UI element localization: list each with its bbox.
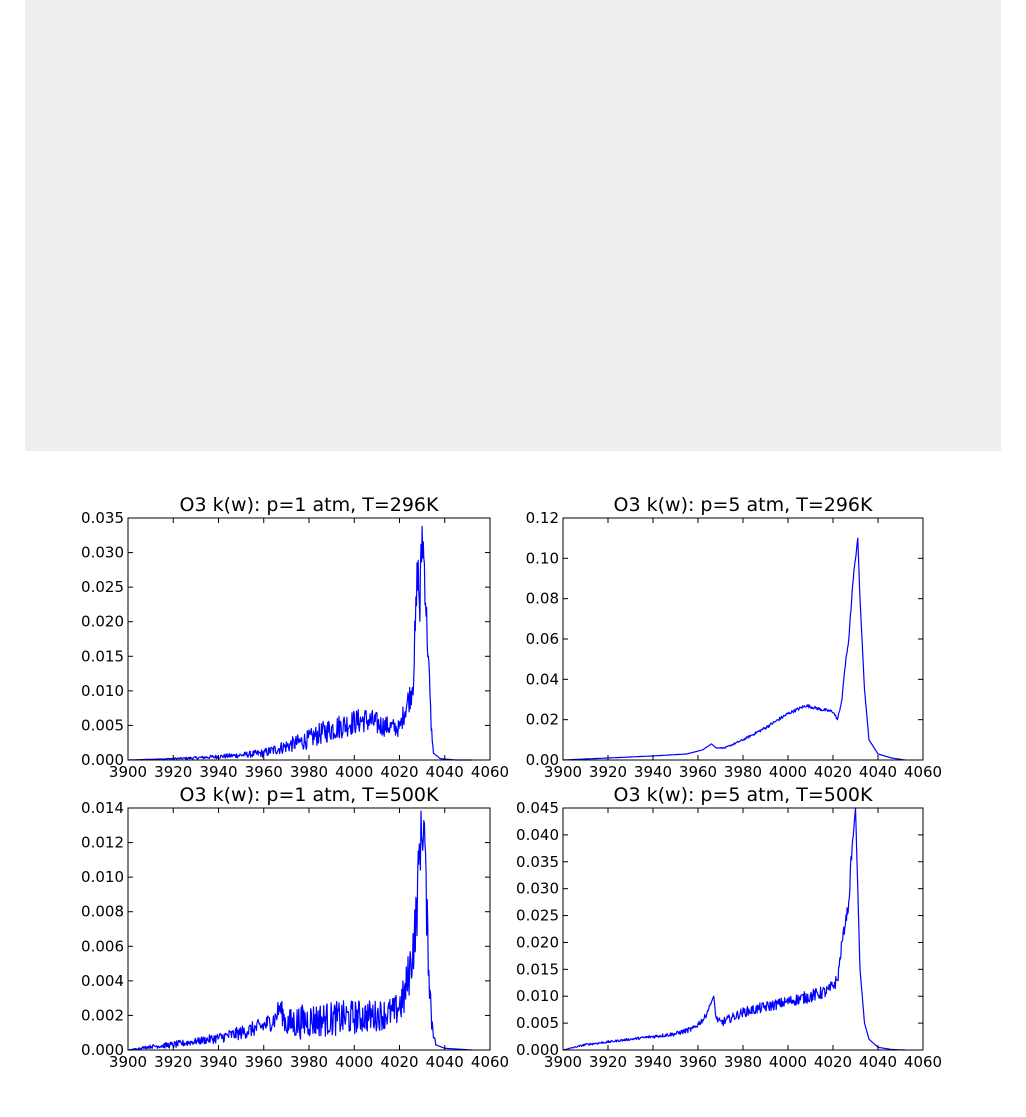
y-tick-label: 0.010 [81, 868, 124, 887]
y-tick-label: 0.012 [81, 833, 124, 852]
y-tick-label: 0.020 [516, 933, 559, 952]
plot-frame [128, 808, 490, 1050]
y-tick-label: 0.020 [81, 612, 124, 631]
chart-title: O3 k(w): p=5 atm, T=500K [613, 784, 873, 806]
x-tick-label: 4040 [858, 763, 898, 781]
x-tick-label: 3920 [154, 1053, 193, 1071]
y-tick-label: 0.010 [81, 681, 124, 700]
subplot [526, 494, 943, 781]
subplot [81, 494, 509, 781]
y-tick-label: 0.004 [81, 971, 124, 990]
x-tick-label: 3960 [244, 1053, 283, 1071]
x-tick-label: 3920 [154, 763, 193, 781]
y-tick-label: 0.040 [516, 825, 559, 844]
subplot [81, 784, 509, 1071]
chart-title: O3 k(w): p=5 atm, T=296K [613, 494, 873, 516]
x-tick-label: 3940 [199, 763, 238, 781]
x-tick-label: 3980 [723, 763, 763, 781]
y-tick-label: 0.10 [525, 549, 559, 568]
y-tick-label: 0.025 [81, 578, 124, 597]
x-tick-label: 3960 [678, 1053, 718, 1071]
x-tick-label: 4060 [903, 1053, 943, 1071]
y-tick-label: 0.030 [81, 543, 124, 562]
x-tick-label: 4040 [425, 763, 464, 781]
plot-frame [128, 518, 490, 760]
x-tick-label: 3980 [289, 1053, 329, 1071]
x-tick-label: 4000 [768, 763, 808, 781]
y-tick-label: 0.12 [525, 509, 559, 527]
y-tick-label: 0.005 [516, 1014, 559, 1033]
x-tick-label: 4060 [470, 763, 510, 781]
y-tick-label: 0.015 [516, 960, 559, 979]
chart-title: O3 k(w): p=1 atm, T=296K [179, 494, 439, 516]
series-line [563, 538, 905, 760]
x-tick-label: 3940 [633, 763, 673, 781]
y-tick-label: 0.008 [81, 902, 124, 921]
x-tick-label: 3900 [543, 763, 583, 781]
y-tick-label: 0.035 [516, 852, 559, 871]
x-tick-label: 3920 [588, 1053, 628, 1071]
y-tick-label: 0.04 [525, 670, 559, 689]
series-line [128, 811, 472, 1050]
x-tick-label: 4000 [335, 1053, 374, 1071]
x-tick-label: 3960 [244, 763, 283, 781]
series-line [563, 808, 905, 1050]
y-tick-label: 0.02 [525, 710, 559, 729]
x-tick-label: 3900 [108, 1053, 148, 1071]
y-tick-label: 0.005 [81, 716, 124, 735]
x-tick-label: 4000 [335, 763, 374, 781]
x-tick-label: 3980 [723, 1053, 763, 1071]
x-tick-label: 4000 [768, 1053, 808, 1071]
x-tick-label: 4020 [380, 763, 419, 781]
y-tick-label: 0.045 [516, 799, 559, 817]
x-tick-label: 3960 [678, 763, 718, 781]
x-tick-label: 3980 [289, 763, 329, 781]
y-tick-label: 0.010 [516, 987, 559, 1006]
y-tick-label: 0.08 [525, 589, 559, 608]
plot-frame [563, 518, 923, 760]
y-tick-label: 0.015 [81, 647, 124, 666]
y-tick-label: 0.000 [81, 1041, 124, 1059]
x-tick-label: 4020 [380, 1053, 419, 1071]
y-tick-label: 0.06 [525, 630, 559, 648]
x-tick-label: 4060 [470, 1053, 510, 1071]
x-tick-label: 4020 [813, 763, 853, 781]
x-tick-label: 4040 [425, 1053, 464, 1071]
y-tick-label: 0.035 [81, 509, 124, 527]
subplot [516, 784, 942, 1071]
series-line [128, 526, 472, 760]
y-tick-label: 0.002 [81, 1006, 124, 1025]
x-tick-label: 3940 [199, 1053, 238, 1071]
x-tick-label: 3900 [543, 1053, 583, 1071]
y-tick-label: 0.000 [81, 751, 124, 769]
x-tick-label: 3920 [588, 763, 628, 781]
chart-title: O3 k(w): p=1 atm, T=500K [179, 784, 439, 806]
y-tick-label: 0.014 [81, 799, 124, 817]
x-tick-label: 3940 [633, 1053, 673, 1071]
y-tick-label: 0.006 [81, 937, 124, 956]
y-tick-label: 0.025 [516, 906, 559, 925]
x-tick-label: 4060 [903, 763, 943, 781]
x-tick-label: 4040 [858, 1053, 898, 1071]
y-tick-label: 0.000 [516, 1041, 559, 1059]
y-tick-label: 0.030 [516, 879, 559, 898]
x-tick-label: 3900 [108, 763, 148, 781]
y-tick-label: 0.00 [525, 751, 559, 769]
x-tick-label: 4020 [813, 1053, 853, 1071]
